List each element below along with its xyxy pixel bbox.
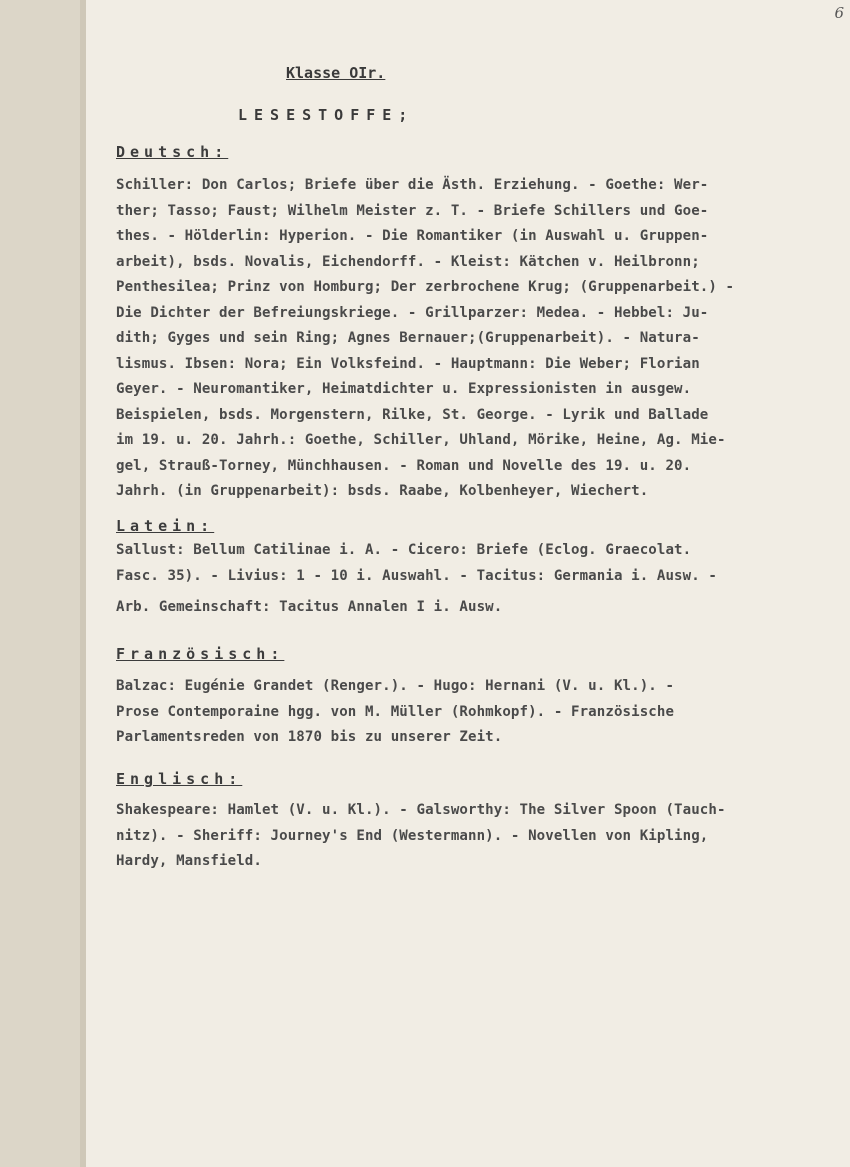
- section-heading-englisch: Englisch:: [116, 770, 243, 788]
- section-body-deutsch: [116, 173, 836, 505]
- page-number: 6: [834, 4, 844, 22]
- text-line: Arb. Gemeinschaft: Tacitus Annalen I i. Ausw.: [116, 599, 503, 615]
- section-heading-latein: Latein:: [116, 517, 215, 535]
- binding-margin: [0, 0, 85, 1167]
- text-line: dith; Gyges und sein Ring; Agnes Bernauer;(Gruppenarbeit). - Natura-: [116, 330, 700, 346]
- text-line: Penthesilea; Prinz von Homburg; Der zerbrochene Krug; (Gruppenarbeit.) -: [116, 279, 735, 295]
- text-line: Beispielen, bsds. Morgenstern, Rilke, St. George. - Lyrik und Ballade: [116, 406, 709, 423]
- section-body-englisch: [116, 798, 836, 875]
- text-line: Fasc. 35). - Livius: 1 - 10 i. Auswahl. - Tacitus: Germania i. Ausw. -: [116, 567, 717, 584]
- class-title: Klasse OIr.: [286, 64, 386, 82]
- text-line: Prose Contemporaine hgg. von M. Müller (Rohmkopf). - Französische: [116, 703, 675, 720]
- text-line: arbeit), bsds. Novalis, Eichendorff. - Kleist: Kätchen v. Heilbronn;: [116, 253, 700, 270]
- text-line: Sallust: Bellum Catilinae i. A. - Cicero: Briefe (Eclog. Graecolat.: [116, 542, 692, 558]
- text-line: nitz). - Sheriff: Journey's End (Westermann). - Novellen von Kipling,: [116, 827, 709, 844]
- section-heading-franzoesisch: Französisch:: [116, 645, 285, 663]
- section-heading-deutsch: Deutsch:: [116, 143, 229, 161]
- text-line: Schiller: Don Carlos; Briefe über die Ästh. Erziehung. - Goethe: Wer-: [116, 177, 709, 193]
- text-line: thes. - Hölderlin: Hyperion. - Die Romantiker (in Auswahl u. Gruppen-: [116, 228, 709, 244]
- text-line: Parlamentsreden von 1870 bis zu unserer Zeit.: [116, 729, 503, 745]
- text-line: Shakespeare: Hamlet (V. u. Kl.). - Galsworthy: The Silver Spoon (Tauch-: [116, 802, 726, 818]
- text-line: Geyer. - Neuromantiker, Heimatdichter u. Expressionisten in ausgew.: [116, 381, 692, 397]
- text-line: Hardy, Mansfield.: [116, 853, 262, 869]
- text-line: Balzac: Eugénie Grandet (Renger.). - Hugo: Hernani (V. u. Kl.). -: [116, 678, 675, 694]
- text-line: Jahrh. (in Gruppenarbeit): bsds. Raabe, Kolbenheyer, Wiechert.: [116, 483, 649, 499]
- text-line: Die Dichter der Befreiungskriege. - Grillparzer: Medea. - Hebbel: Ju-: [116, 304, 709, 321]
- readings-title: LESESTOFFE;: [238, 106, 415, 124]
- text-line: gel, Strauß-Torney, Münchhausen. - Roman und Novelle des 19. u. 20.: [116, 457, 692, 474]
- text-line: im 19. u. 20. Jahrh.: Goethe, Schiller, Uhland, Mörike, Heine, Ag. Mie-: [116, 432, 726, 448]
- section-body-franzoesisch: [116, 674, 836, 751]
- text-line: lismus. Ibsen: Nora; Ein Volksfeind. - Hauptmann: Die Weber; Florian: [116, 355, 700, 372]
- text-line: ther; Tasso; Faust; Wilhelm Meister z. T. - Briefe Schillers und Goe-: [116, 202, 709, 219]
- section-body-latein: [116, 538, 836, 621]
